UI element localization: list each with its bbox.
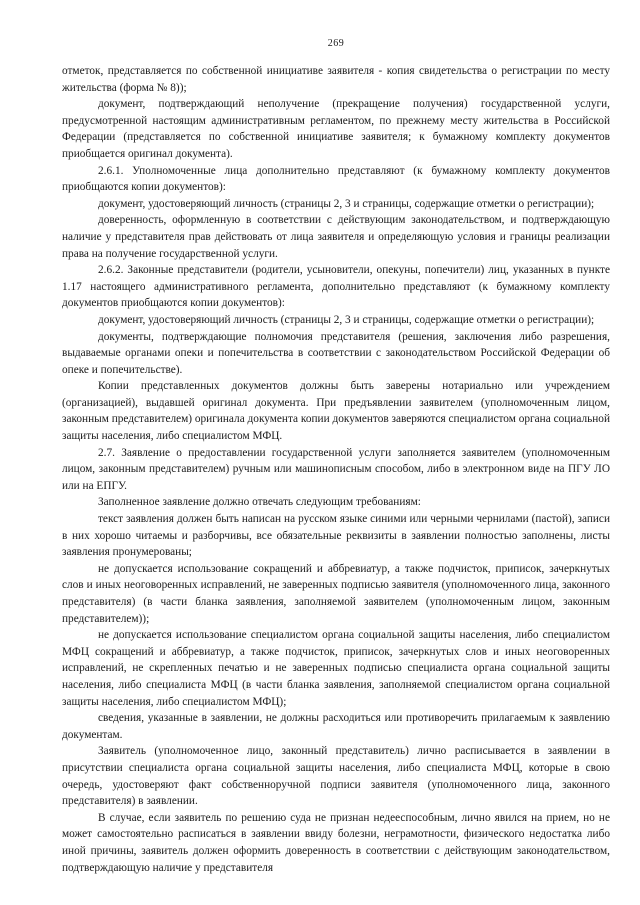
paragraph-13: не допускается использование сокращений и аббревиатур, а также подчисток, приписок, зачеркнутых слов и иных неоговоренных исправлений, не заверенных подписью заявителя (уполномоченного лица, законного представителя) (в части бланка заявления, заполняемой заявителем (уполномоченным лицом, законным представителем)); [62,562,610,625]
paragraph-8: документы, подтверждающие полномочия представителя (решения, заключения либо разрешения, выдаваемые органами опеки и попечительства в соответствии с законодательством Российской Федерации об опеке и попечительстве). [62,330,610,376]
paragraph-11: Заполненное заявление должно отвечать следующим требованиям: [98,496,421,509]
paragraph-7: документ, удостоверяющий личность (страницы 2, 3 и страницы, содержащие отметки о регистрации); [98,313,595,326]
paragraph-17: В случае, если заявитель по решению суда не признан недееспособным, лично явился на прием, но не может самостоятельно расписаться в заявлении ввиду болезни, неграмотности, физического недостатка либо иной причины, заявитель должен оформить доверенность в соответствии с действующим законодательством, подтверждающую наличие у представителя [62,811,610,874]
paragraph-16: Заявитель (уполномоченное лицо, законный представитель) лично расписывается в заявлении в присутствии специалиста органа социальной защиты населения, либо специалиста МФЦ, которые в свою очередь, удостоверяют факт собственноручной подписи заявителя (уполномоченного лица, законного представителя) в заявлении. [62,745,610,808]
paragraph-5: доверенность, оформленную в соответствии с действующим законодательством, и подтверждающую наличие у представителя прав действовать от лица заявителя и определяющую условия и границы реализации права на получение государственной услуги. [62,214,610,260]
paragraph-10: 2.7. Заявление о предоставлении государственной услуги заполняется заявителем (уполномоченным лицом, законным представителем) ручным или машинописным способом, либо в электронном виде на ПГУ ЛО или на ЕПГУ. [62,446,610,492]
paragraph-2: документ, подтверждающий неполучение (прекращение получения) государственной услуги, предусмотренной настоящим административным регламентом, по прежнему месту жительства в Российской Федерации (представляется по собственной инициативе заявителя; к бумажному комплекту документов приобщается оригинал документа). [62,98,610,160]
paragraph-9: Копии представленных документов должны быть заверены нотариально или учреждением (организацией), выдавшей оригинал документа. При предъявлении заявителем (уполномоченным лицом, законным представителем) оригинала документа копии документов заверяются специалистом органа социальной защиты населения, либо специалистом МФЦ. [62,380,610,443]
paragraph-1: отметок, представляется по собственной инициативе заявителя - копия свидетельства о регистрации по месту жительства (форма № 8)); [62,65,610,94]
document-page [62,0,610,876]
paragraph-6: 2.6.2. Законные представители (родители, усыновители, опекуны, попечители) лиц, указанных в пункте 1.17 настоящего административного регламента, дополнительно представляют (к бумажному комплекту документов приобщаются копии документов): [62,264,610,310]
paragraph-4: документ, удостоверяющий личность (страницы 2, 3 и страницы, содержащие отметки о регистрации); [98,197,595,210]
paragraph-12: текст заявления должен быть написан на русском языке синими или черными чернилами (пастой), записи в них хорошо читаемы и разборчивы, все обязательные реквизиты в заявлении полностью заполнены, листы заявления пронумерованы; [62,513,610,559]
page-number: 269 [327,38,345,49]
paragraph-15: сведения, указанные в заявлении, не должны расходиться или противоречить прилагаемым к заявлению документам. [62,712,610,741]
paragraph-14: не допускается использование специалистом органа социальной защиты населения, либо специалистом МФЦ сокращений и аббревиатур, а также подчисток, приписок, зачеркнутых слов и иных неоговоренных исправлений, не скрепленных печатью и не заверенных подписью специалиста органа социальной защиты населения, либо специалиста МФЦ (в части бланка заявления, заполняемой специалистом органа социальной защиты населения, либо специалистом МФЦ); [62,629,610,708]
paragraph-3: 2.6.1. Уполномоченные лица дополнительно представляют (к бумажному комплекту документов приобщаются копии документов): [62,164,610,194]
